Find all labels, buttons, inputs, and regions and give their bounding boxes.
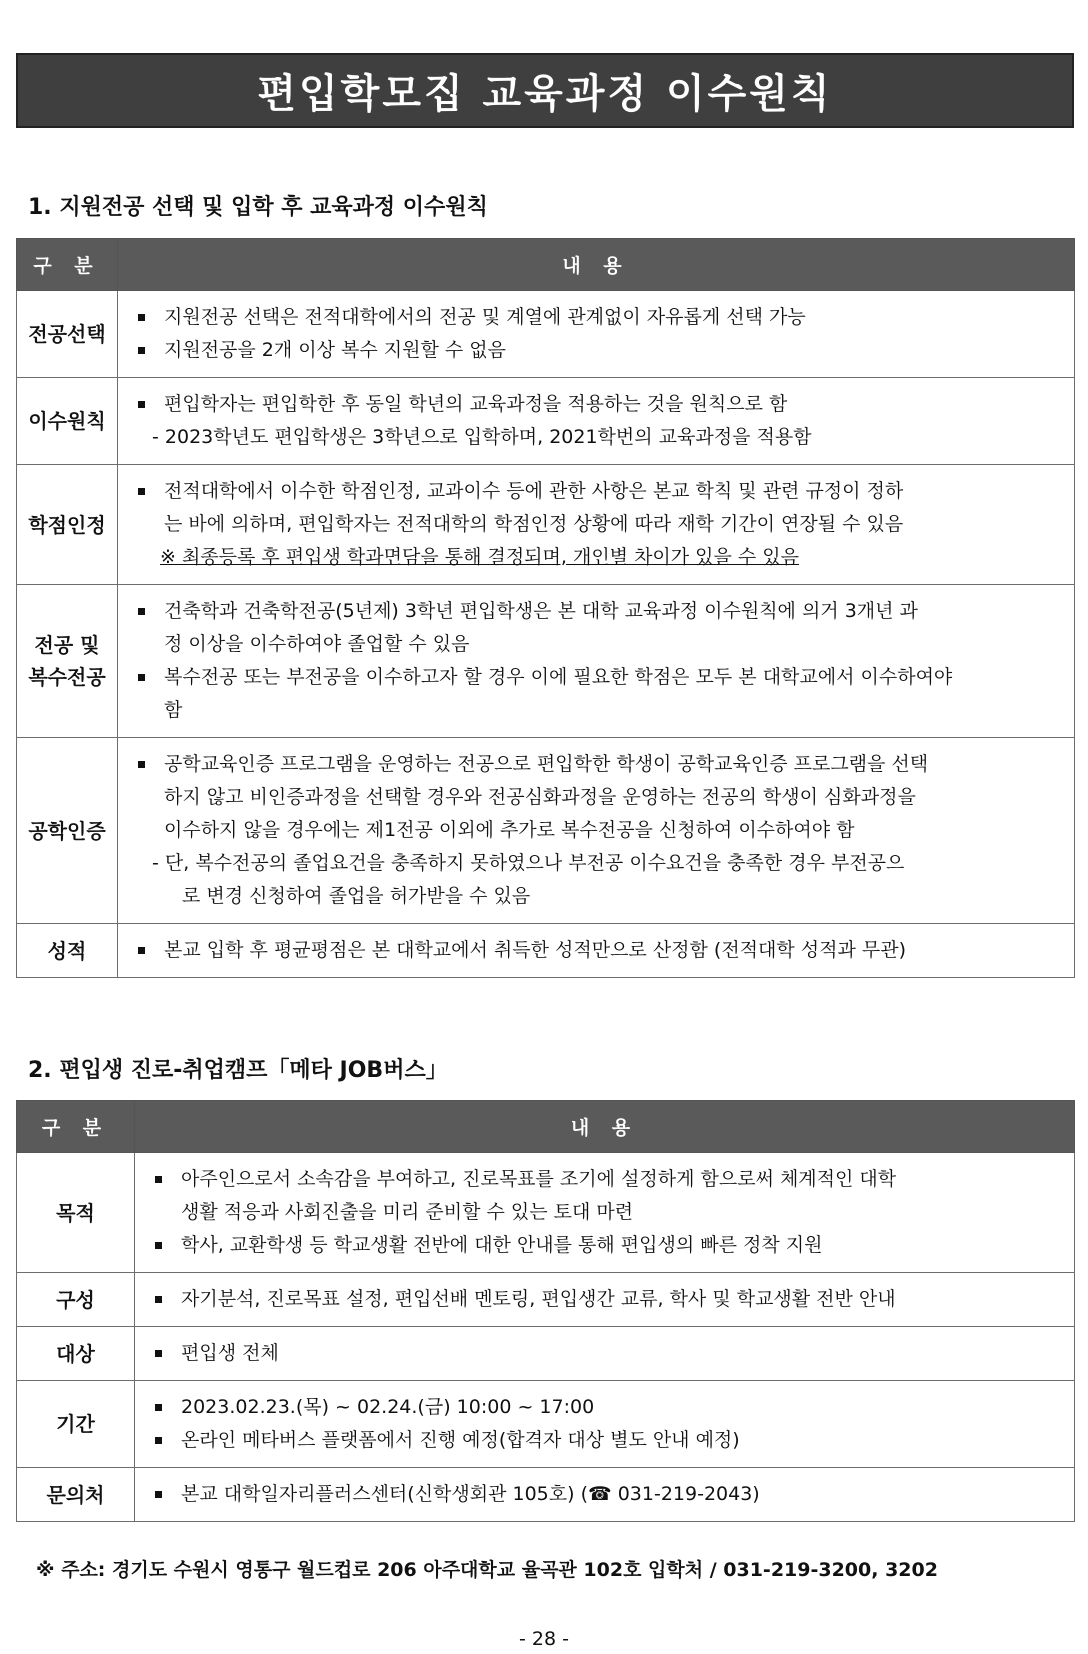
note-line: ※ 최종등록 후 편입생 학과면담을 통해 결정되며, 개인별 차이가 있을 수 있음	[160, 546, 800, 568]
table-row	[17, 1468, 1075, 1522]
bullet-item: 지원전공을 2개 이상 복수 지원할 수 없음	[130, 334, 1062, 367]
row-label	[17, 1381, 135, 1468]
bullet-item: 편입생 전체	[147, 1337, 1062, 1370]
row-label-line: 문의처	[46, 1482, 105, 1507]
bullet-item: 자기분석, 진로목표 설정, 편입선배 멘토링, 편입생간 교류, 학사 및 학교생활 전반 안내	[147, 1283, 1062, 1316]
row-label	[17, 585, 118, 738]
bullet-item: 학사, 교환학생 등 학교생활 전반에 대한 안내를 통해 편입생의 빠른 정착 지원	[147, 1229, 1062, 1262]
row-label-line: 학점인정	[28, 512, 106, 537]
page-number: - 28 -	[519, 1628, 569, 1650]
section-1-table	[16, 238, 1075, 978]
row-label	[17, 378, 118, 465]
row-content	[118, 378, 1075, 465]
row-label	[17, 1327, 135, 1381]
row-label	[17, 1153, 135, 1273]
bullet-item: 본교 입학 후 평균평점은 본 대학교에서 취득한 성적만으로 산정함 (전적대학 성적과 무관)	[130, 934, 1062, 967]
row-content	[118, 924, 1075, 978]
table-row	[17, 738, 1075, 924]
row-content	[135, 1468, 1075, 1522]
header-content: 내 용	[135, 1101, 1075, 1153]
bullet-item: 온라인 메타버스 플랫폼에서 진행 예정(합격자 대상 별도 안내 예정)	[147, 1424, 1062, 1457]
row-content	[135, 1327, 1075, 1381]
table-row	[17, 924, 1075, 978]
content-line: 로 변경 신청하여 졸업을 허가받을 수 있음	[182, 885, 531, 907]
content-line: 하지 않고 비인증과정을 선택할 경우와 전공심화과정을 운영하는 전공의 학생이 심화과정을	[164, 786, 916, 808]
table-row	[17, 465, 1075, 585]
row-label-line: 목적	[56, 1200, 95, 1225]
bullet-item: 건축학과 건축학전공(5년제) 3학년 편입학생은 본 대학 교육과정 이수원칙에 의거 3개년 과	[130, 595, 1062, 628]
row-label-line: 대상	[56, 1341, 95, 1366]
content-line: 함	[164, 699, 183, 721]
table-header-row	[17, 239, 1075, 291]
bullet-item: 공학교육인증 프로그램을 운영하는 전공으로 편입학한 학생이 공학교육인증 프로그램을 선택	[130, 748, 1062, 781]
content-line: 정 이상을 이수하여야 졸업할 수 있음	[164, 633, 470, 655]
bullet-item: 편입학자는 편입학한 후 동일 학년의 교육과정을 적용하는 것을 원칙으로 함	[130, 388, 1062, 421]
content-line: 생활 적응과 사회진출을 미리 준비할 수 있는 토대 마련	[181, 1201, 634, 1223]
table-row	[17, 585, 1075, 738]
table-row	[17, 1153, 1075, 1273]
content-line: - 2023학년도 편입학생은 3학년으로 입학하며, 2021학번의 교육과정을 적용함	[152, 426, 812, 448]
row-label-line: 기간	[56, 1412, 95, 1436]
row-label-line: 이수원칙	[28, 409, 106, 433]
table-row	[17, 1327, 1075, 1381]
row-content	[118, 465, 1075, 585]
bullet-item: 전적대학에서 이수한 학점인정, 교과이수 등에 관한 사항은 본교 학칙 및 관련 규정이 정하	[130, 475, 1062, 508]
table-row	[17, 291, 1075, 378]
row-label-line: 전공 및	[34, 633, 100, 657]
row-label	[17, 738, 118, 924]
row-label	[17, 465, 118, 585]
row-content	[118, 291, 1075, 378]
row-label	[17, 291, 118, 378]
section-2-table	[16, 1100, 1075, 1522]
row-content	[118, 738, 1075, 924]
row-label	[17, 924, 118, 978]
header-category: 구 분	[17, 239, 118, 291]
table-row	[17, 1381, 1075, 1468]
row-label-line: 공학인증	[28, 818, 106, 843]
header-category: 구 분	[17, 1101, 135, 1153]
header-content: 내 용	[118, 239, 1075, 291]
bullet-item: 복수전공 또는 부전공을 이수하고자 할 경우 이에 필요한 학점은 모두 본 대학교에서 이수하여야	[130, 661, 1062, 694]
row-label	[17, 1273, 135, 1327]
section-2-heading: 2. 편입생 진로-취업캠프「메타 JOB버스」	[28, 1058, 448, 1083]
row-content	[135, 1381, 1075, 1468]
content-line: - 단, 복수전공의 졸업요건을 충족하지 못하였으나 부전공 이수요건을 충족한 경우 부전공으	[152, 852, 905, 874]
row-label-line: 성적	[47, 938, 87, 963]
row-content	[118, 585, 1075, 738]
bullet-item: 아주인으로서 소속감을 부여하고, 진로목표를 조기에 설정하게 함으로써 체계적인 대학	[147, 1163, 1062, 1196]
table-row	[17, 378, 1075, 465]
address-note: ※ 주소: 경기도 수원시 영통구 월드컵로 206 아주대학교 율곡관 102호 입학처 / 031-219-3200, 3202	[36, 1559, 938, 1581]
table-row	[17, 1273, 1075, 1327]
bullet-item: 본교 대학일자리플러스센터(신학생회관 105호) (☎ 031-219-2043)	[147, 1478, 1062, 1511]
row-label-line: 구성	[56, 1287, 95, 1312]
content-line: 는 바에 의하며, 편입학자는 전적대학의 학점인정 상황에 따라 재학 기간이 연장될 수 있음	[164, 513, 904, 535]
page-title-bar	[16, 53, 1074, 128]
row-label-line: 전공선택	[28, 322, 106, 346]
page-title: 편입학모집 교육과정 이수원칙	[257, 71, 833, 117]
bullet-item: 2023.02.23.(목) ~ 02.24.(금) 10:00 ~ 17:00	[147, 1391, 1062, 1424]
row-label-line: 복수전공	[28, 665, 106, 689]
section-1-heading: 1. 지원전공 선택 및 입학 후 교육과정 이수원칙	[28, 195, 488, 220]
row-content	[135, 1153, 1075, 1273]
row-content	[135, 1273, 1075, 1327]
table-header-row	[17, 1101, 1075, 1153]
row-label	[17, 1468, 135, 1522]
content-line: 이수하지 않을 경우에는 제1전공 이외에 추가로 복수전공을 신청하여 이수하여야 함	[164, 819, 855, 841]
bullet-item: 지원전공 선택은 전적대학에서의 전공 및 계열에 관계없이 자유롭게 선택 가능	[130, 301, 1062, 334]
